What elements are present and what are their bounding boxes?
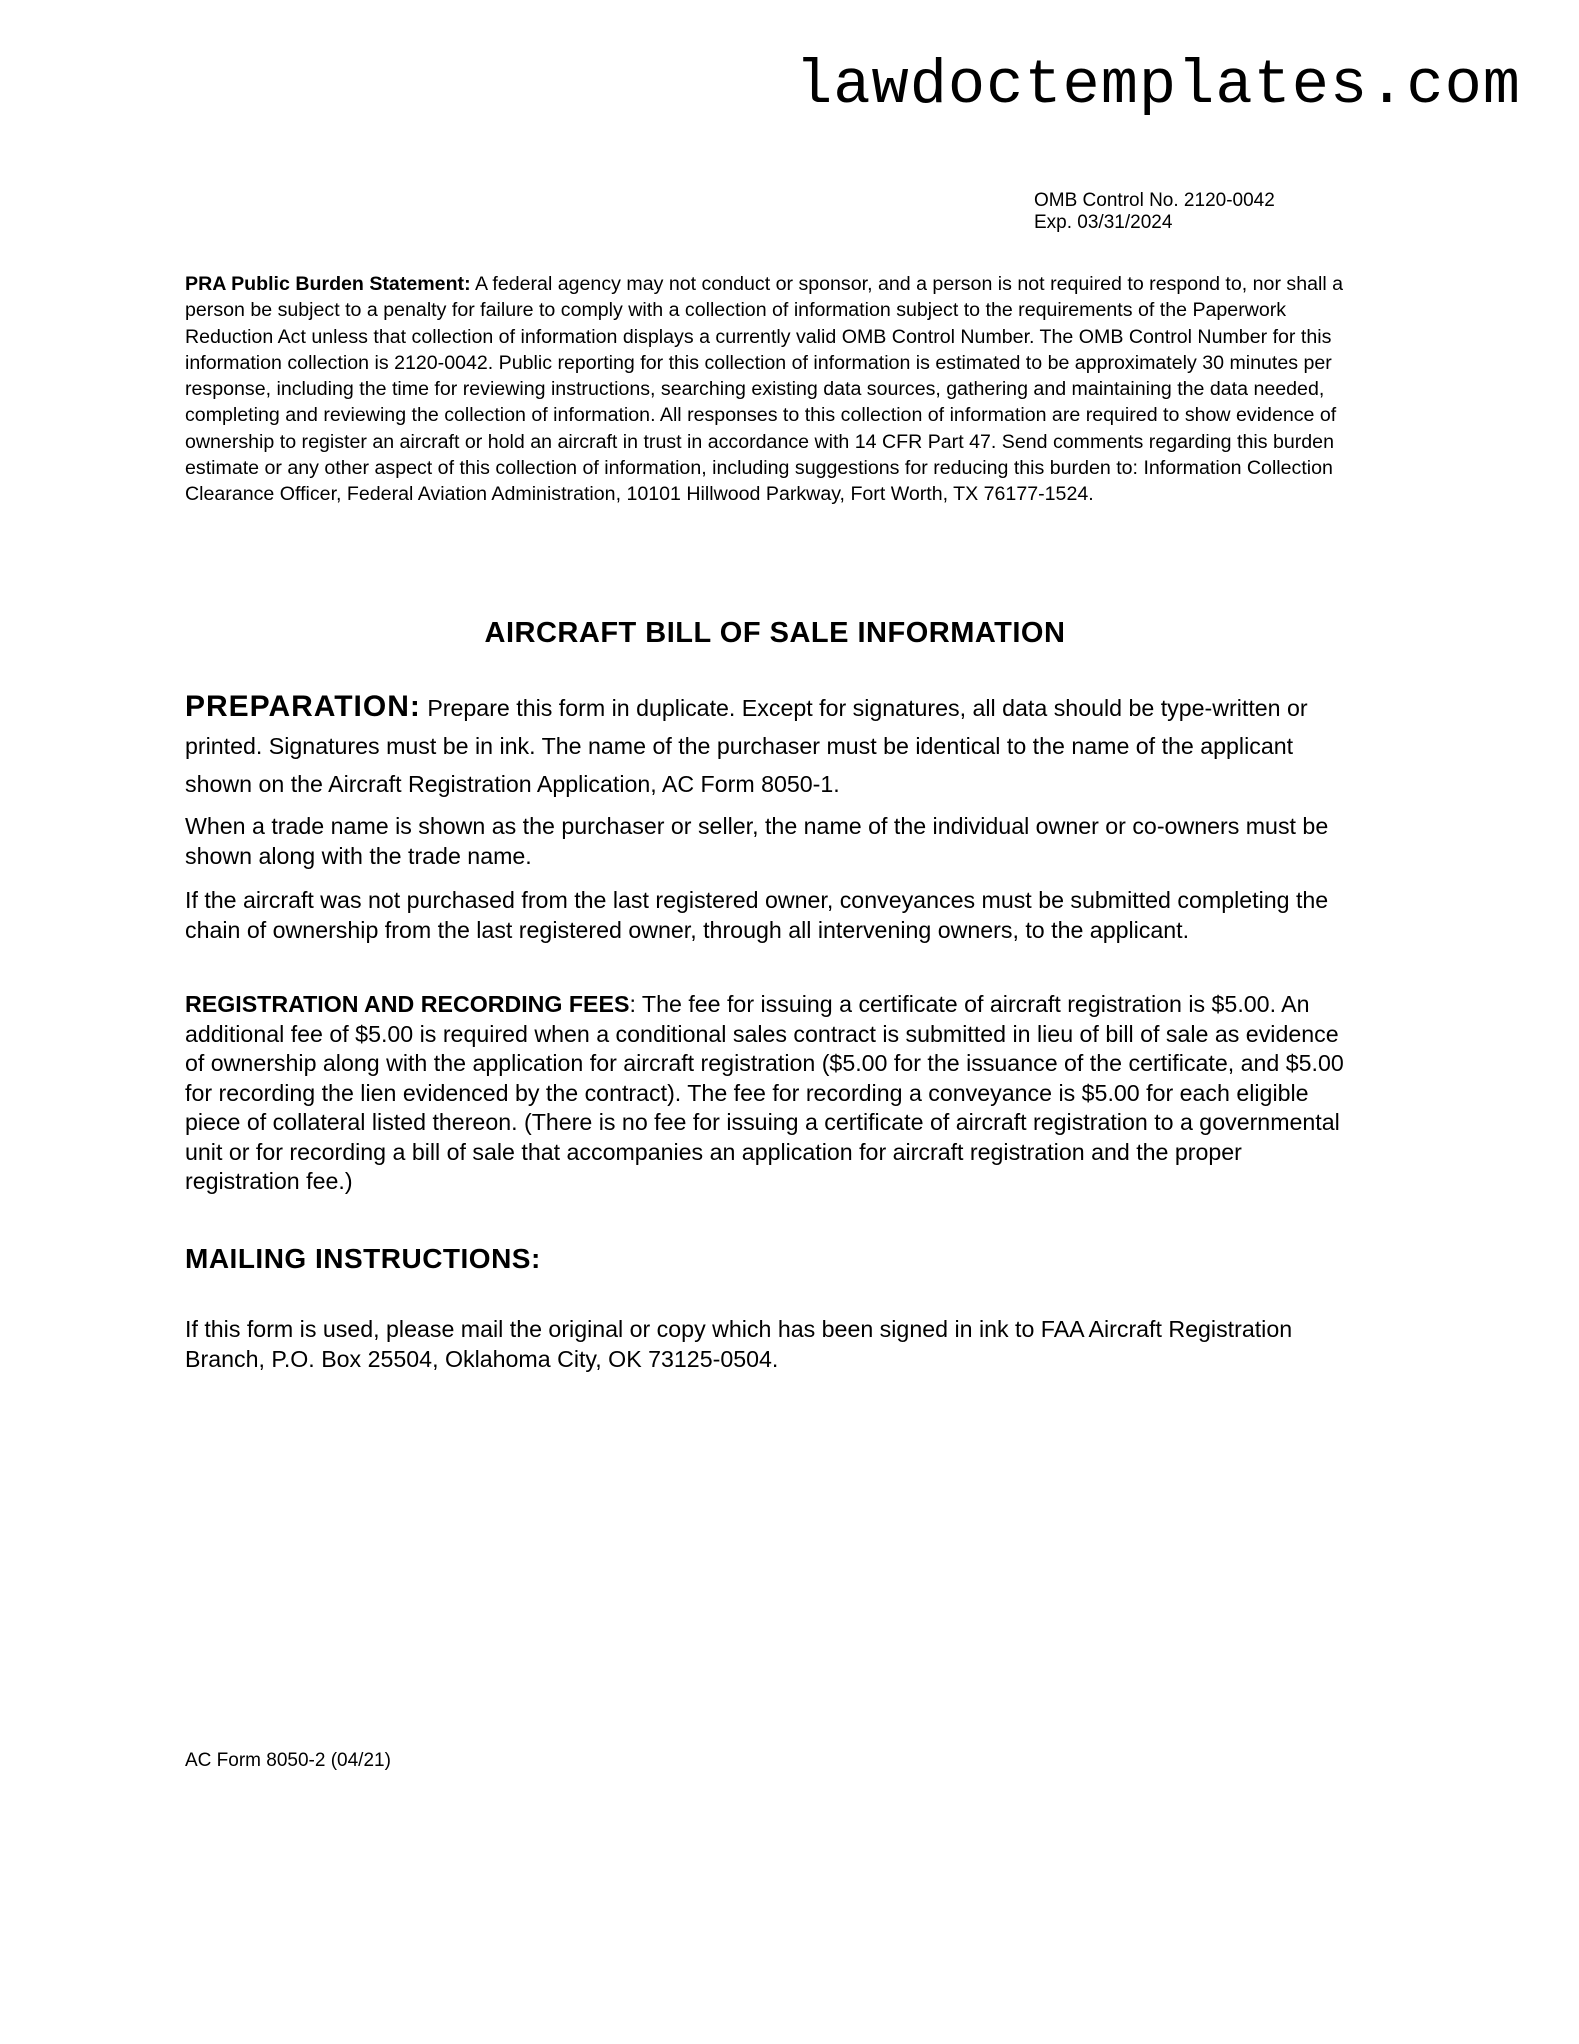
burden-text: A federal agency may not conduct or sponsor, and a person is not required to respond to, nor shall a person be subject to a penalty for failure to comply with a collection of information subject to the requirements of the Paperwork Reduction Act unless that collection of information displays a currently valid OMB Control Number. The OMB Control Number for this information collection is 2120-0042. Public reporting for this collection of information is estimated to be approximately 30 minutes per response, including the time for reviewing instructions, searching existing data sources, gathering and maintaining the data needed, completing and reviewing the collection of information. All responses to this collection of information are required to show evidence of ownership to register an aircraft or hold an aircraft in trust in accordance with 14 CFR Part 47. Send comments regarding this burden estimate or any other aspect of this collection of information, including suggestions for reducing this burden to: Information Collection Clearance Officer, Federal Aviation Administration, 10101 Hillwood Parkway, Fort Worth, TX 76177-1524. (185, 273, 1344, 506)
preparation-section (185, 688, 1360, 803)
burden-statement (185, 271, 1360, 508)
omb-expiration: Exp. 03/31/2024 (1034, 212, 1173, 233)
mailing-heading: MAILING INSTRUCTIONS: (185, 1243, 541, 1274)
chain-of-ownership-paragraph (185, 886, 1360, 945)
fees-label: REGISTRATION AND RECORDING FEES (185, 991, 630, 1017)
omb-info (1034, 190, 1275, 234)
preparation-label: PREPARATION: (185, 690, 421, 723)
trade-name-paragraph (185, 812, 1360, 871)
watermark-text: lawdoctemplates.com (795, 50, 1521, 121)
burden-label: PRA Public Burden Statement: (185, 273, 471, 295)
omb-control-number: OMB Control No. 2120-0042 (1034, 190, 1275, 211)
mailing-paragraph (185, 1315, 1360, 1374)
mailing-text: If this form is used, please mail the original or copy which has been signed in ink to FAA Aircraft Registration Branch, P.O. Box 25504, Oklahoma City, OK 73125-0504. (185, 1316, 1293, 1372)
fees-text: : The fee for issuing a certificate of aircraft registration is $5.00. An additional fee of $5.00 is required when a conditional sales contract is submitted in lieu of bill of sale as evidence of ownership along with the application for aircraft registration ($5.00 for the issuance of the certificate, and $5.00 for recording the lien evidenced by the contract). The fee for recording a conveyance is $5.00 for each eligible piece of collateral listed thereon. (There is no fee for issuing a certificate of aircraft registration to a governmental unit or for recording a bill of sale that accompanies an application for aircraft registration and the proper registration fee.) (185, 991, 1344, 1194)
chain-text: If the aircraft was not purchased from the last registered owner, conveyances must be submitted completing the chain of ownership from the last registered owner, through all intervening owners, to the applicant. (185, 887, 1329, 943)
page-title: AIRCRAFT BILL OF SALE INFORMATION (484, 617, 1066, 649)
fees-paragraph (185, 990, 1360, 1197)
preparation-text: Prepare this form in duplicate. Except for signatures, all data should be type-written or printed. Signatures must be in ink. The name of the purchaser must be identical to the name of the applicant shown on the Aircraft Registration Application, AC Form 8050-1. (185, 695, 1308, 797)
form-number-footer: AC Form 8050-2 (04/21) (185, 1750, 391, 1771)
trade-name-text: When a trade name is shown as the purchaser or seller, the name of the individual owner or co-owners must be shown along with the trade name. (185, 813, 1329, 869)
